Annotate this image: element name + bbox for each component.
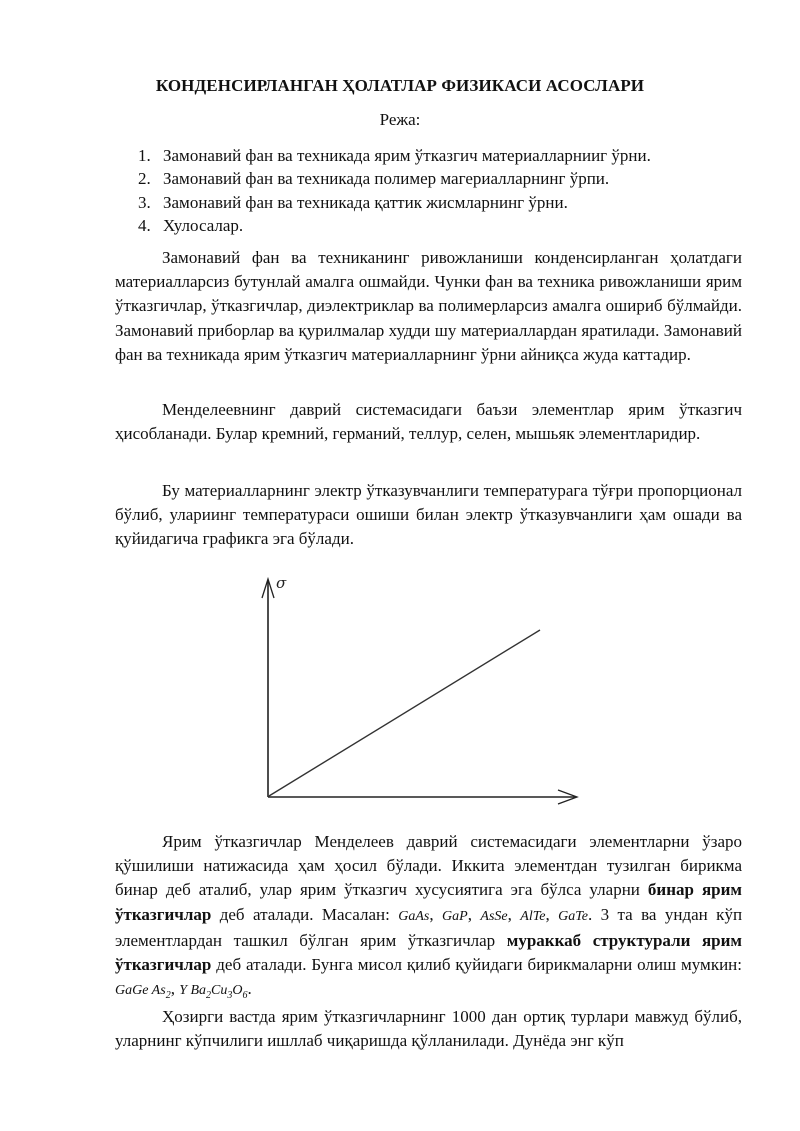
plan-item-number: 4.: [138, 216, 151, 236]
y-axis-label: σ: [276, 574, 287, 592]
plan-list: [138, 144, 651, 238]
formula-part: Y Ba: [179, 983, 207, 999]
formula: AlTe: [520, 908, 546, 924]
formula-subscript: 2: [206, 990, 212, 1002]
formula: AsSe: [480, 908, 508, 924]
formula-part: O: [232, 983, 243, 999]
paragraph-conductivity: Бу материалларнинг электр ўтказувчанлиги температурага тўғри пропорционал бўлиб, улариинг температураси ошиши билан электр ўтказувчанлиги ҳам ошади ва қуйидагича графикга эга бўлади.: [115, 481, 742, 549]
term-binary-semiconductors: бинар ярим ўтказгичлар: [115, 880, 743, 924]
conductivity-graph: [240, 568, 585, 813]
formula: GaP: [442, 908, 468, 924]
document-title: КОНДЕНСИРЛАНГАН ҲОЛАТЛАР ФИЗИКАСИ АСОСЛАРИ: [155, 76, 645, 95]
paragraph-compounds: Ярим ўтказгичлар Менделеев даврий системасидаги элементларни ўзаро қўшилиши натижасида ҳам ҳосил бўлади. Иккита элементдан тузилган бирикма бинар деб аталиб, улар ярим ўтказгич хусусиятига эга бўлса уларни бинар ярим ўтказгичлар деб аталади. Масалан: GaAs, GaP, AsSe, AlTe, GaTe. 3 та ва ундан кўп элементлардан ташкил бўлган ярим ўтказгичлар мураккаб структурали ярим ўтказгичлар деб аталади. Бунга мисол қилиб қуйидаги бирикмаларни олиш мумкин: GaGe $As_2$, Y $Ba_2Cu_3O_6$.: [115, 832, 743, 1002]
plan-item-text: Замонавий фан ва техникада қаттик жисмларнинг ўрни.: [163, 192, 568, 212]
plan-item-text: Хулосалар.: [163, 216, 244, 236]
formula-subscript: 2: [165, 990, 171, 1002]
p4-end: .: [247, 979, 252, 999]
formula-part: Cu: [211, 983, 228, 999]
plan-item: [138, 167, 651, 190]
formula: GaAs: [398, 908, 430, 924]
p4-text-d: 3 та ва ундан кўп элементлардан ташкил бўлган ярим ўтказгичлар: [115, 904, 743, 950]
plan-item-text: Замонавий фан ва техникада ярим ўтказгич материалларнииг ўрни.: [163, 146, 651, 165]
formula-gagears: [115, 983, 171, 1002]
plan-item: [138, 214, 651, 237]
plan-item: [138, 191, 651, 214]
term-complex-semiconductors: мураккаб структурали ярим ўтказгичлар: [115, 930, 742, 975]
plan-item-number: 1.: [138, 146, 151, 165]
trend-line: [269, 630, 540, 796]
paragraph-intro: Замонавий фан ва техниканинг ривожланиши конденсирланган ҳолатдаги материалларсиз бутунлай амалга ошмайди. Чунки фан ва техника ривожланиши ярим ўтказгичлар, ўтказгичлар, диэлектриклар ва полимерларсиз амалга ошириб бўлмайди. Замонавий приборлар ва қурилмалар худди шу материаллардан яратилади. Замонавий фан ва техникада ярим ўтказгич материалларнинг ўрни айниқса жуда каттадир.: [115, 248, 742, 364]
paragraph-elements: Менделеевнинг даврий системасидаги баъзи элементлар ярим ўтказгич ҳисобланади. Булар кремний, германий, теллур, селен, мышьяк элементларидир.: [115, 400, 742, 444]
p4-text-a: Ярим ўтказгичлар Менделеев даврий системасидаги элементларни ўзаро қўшилиши натижасида ҳам ҳосил бўлади. Иккита элементдан тузилган бирикма бинар деб аталиб, улар ярим ўтказгич хусусиятига эга бўлса уларни: [115, 832, 742, 900]
formula-subscript: 3: [227, 990, 233, 1002]
plan-item-text: Замонавий фан ва техникада полимер магериалларнинг ўрпи.: [163, 169, 610, 189]
paragraph-current-state: Ҳозирги вастда ярим ўтказгичларнинг 1000 дан ортиқ турлари мавжуд бўлиб, уларнинг кўпчилиги ишллаб чиқаришда қўлланилади. Дунёда энг кўп: [115, 1007, 742, 1051]
p4-text-c: деб аталади. Масалан:: [211, 904, 399, 924]
formula-part: GaGe As: [115, 983, 166, 999]
plan-item-number: 3.: [138, 192, 151, 212]
plan-heading: Режа:: [379, 110, 421, 129]
plan-item-number: 2.: [138, 169, 151, 189]
p4-text-f: деб аталади. Бунга мисол қилиб қуйидаги бирикмаларни олиш мумкин:: [211, 955, 742, 975]
plan-item: [138, 144, 651, 167]
formula-subscript: 6: [242, 990, 248, 1002]
formula: GaTe: [558, 908, 588, 924]
formula-ybacuo: [179, 983, 248, 1002]
